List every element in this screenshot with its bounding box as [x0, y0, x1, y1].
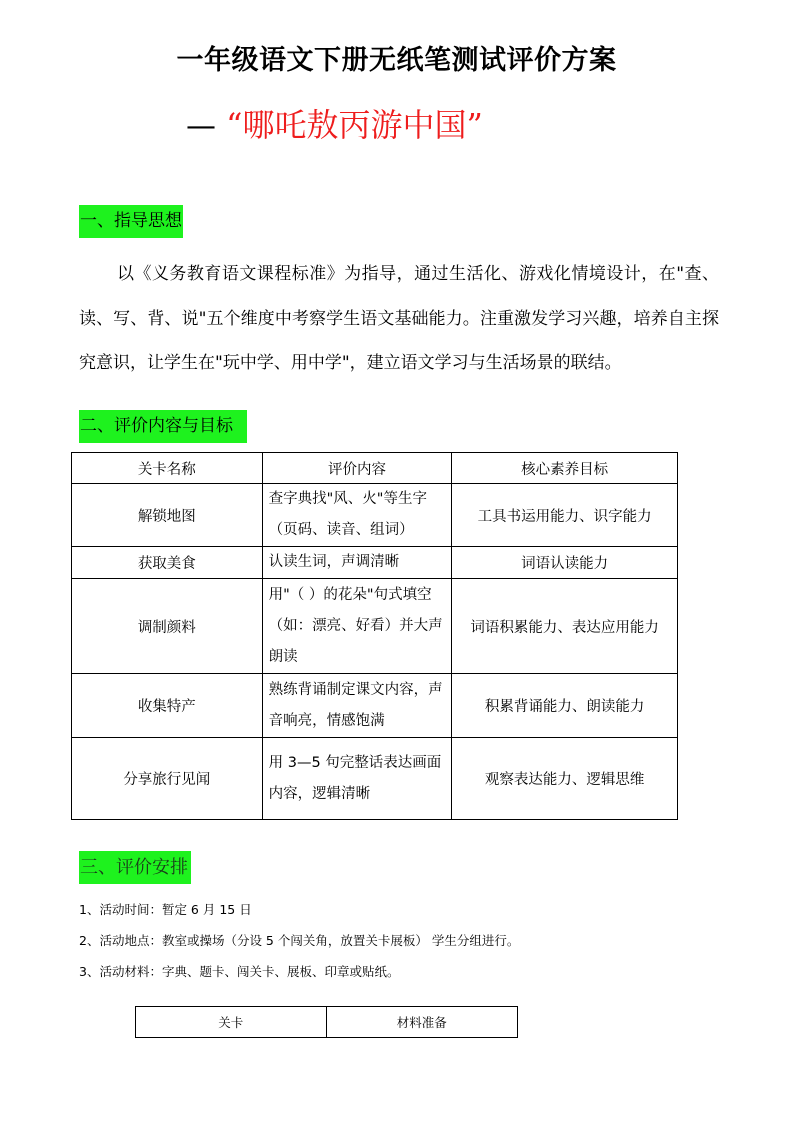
table-cell-goal: 词语积累能力、表达应用能力	[452, 579, 678, 674]
subtitle-dash: —	[186, 109, 216, 144]
arrangement-item-time: 1、活动时间：暂定 6 月 15 日	[79, 902, 252, 917]
table-cell-goal: 积累背诵能力、朗读能力	[452, 674, 678, 738]
table-cell-content: 认读生词，声调清晰	[262, 547, 452, 579]
table-header-cell: 关卡名称	[72, 453, 263, 484]
document-subtitle	[186, 100, 483, 146]
table-cell-name: 收集特产	[72, 674, 263, 738]
materials-header-row	[136, 1007, 518, 1038]
materials-table	[135, 1006, 518, 1038]
table-header-cell: 核心素养目标	[452, 453, 678, 484]
materials-header-cell: 关卡	[136, 1007, 327, 1038]
arrangement-item-location: 2、活动地点：教室或操场（分设 5 个闯关角，放置关卡展板） 学生分组进行。	[79, 933, 520, 948]
table-cell-name: 调制颜料	[72, 579, 263, 674]
table-header-cell: 评价内容	[262, 453, 452, 484]
table-row	[72, 484, 678, 547]
section-heading-2: 二、评价内容与目标	[79, 410, 247, 443]
table-row	[72, 738, 678, 820]
arrangement-item-materials: 3、活动材料：字典、题卡、闯关卡、展板、印章或贴纸。	[79, 964, 400, 979]
table-row	[72, 674, 678, 738]
section-1-paragraph: 以《义务教育语文课程标准》为指导，通过生活化、游戏化情境设计，在"查、读、写、背、说"五个维度中考察学生语文基础能力。注重激发学习兴趣，培养自主探究意识，让学生在"玩中学、用中学"，建立语文学习与生活场景的联结。	[79, 264, 719, 373]
table-header-row	[72, 453, 678, 484]
section-heading-1: 一、指导思想	[79, 205, 183, 238]
table-cell-name: 获取美食	[72, 547, 263, 579]
materials-header-cell: 材料准备	[326, 1007, 518, 1038]
table-cell-content: 用 3—5 句完整话表达画面内容，逻辑清晰	[262, 738, 452, 820]
table-cell-goal: 工具书运用能力、识字能力	[452, 484, 678, 547]
table-row	[72, 579, 678, 674]
subtitle-text: “哪吒敖丙游中国”	[226, 106, 483, 144]
table-cell-content: 查字典找"风、火"等生字（页码、读音、组词）	[262, 484, 452, 547]
table-cell-name: 分享旅行见闻	[72, 738, 263, 820]
table-cell-goal: 观察表达能力、逻辑思维	[452, 738, 678, 820]
section-heading-3: 三、评价安排	[79, 851, 191, 884]
table-row	[72, 547, 678, 579]
table-cell-content: 用"（ ）的花朵"句式填空（如：漂亮、好看）并大声朗读	[262, 579, 452, 674]
table-cell-name: 解锁地图	[72, 484, 263, 547]
table-cell-content: 熟练背诵制定课文内容，声音响亮，情感饱满	[262, 674, 452, 738]
evaluation-table	[71, 452, 678, 820]
table-cell-goal: 词语认读能力	[452, 547, 678, 579]
document-title: 一年级语文下册无纸笔测试评价方案	[176, 45, 617, 76]
